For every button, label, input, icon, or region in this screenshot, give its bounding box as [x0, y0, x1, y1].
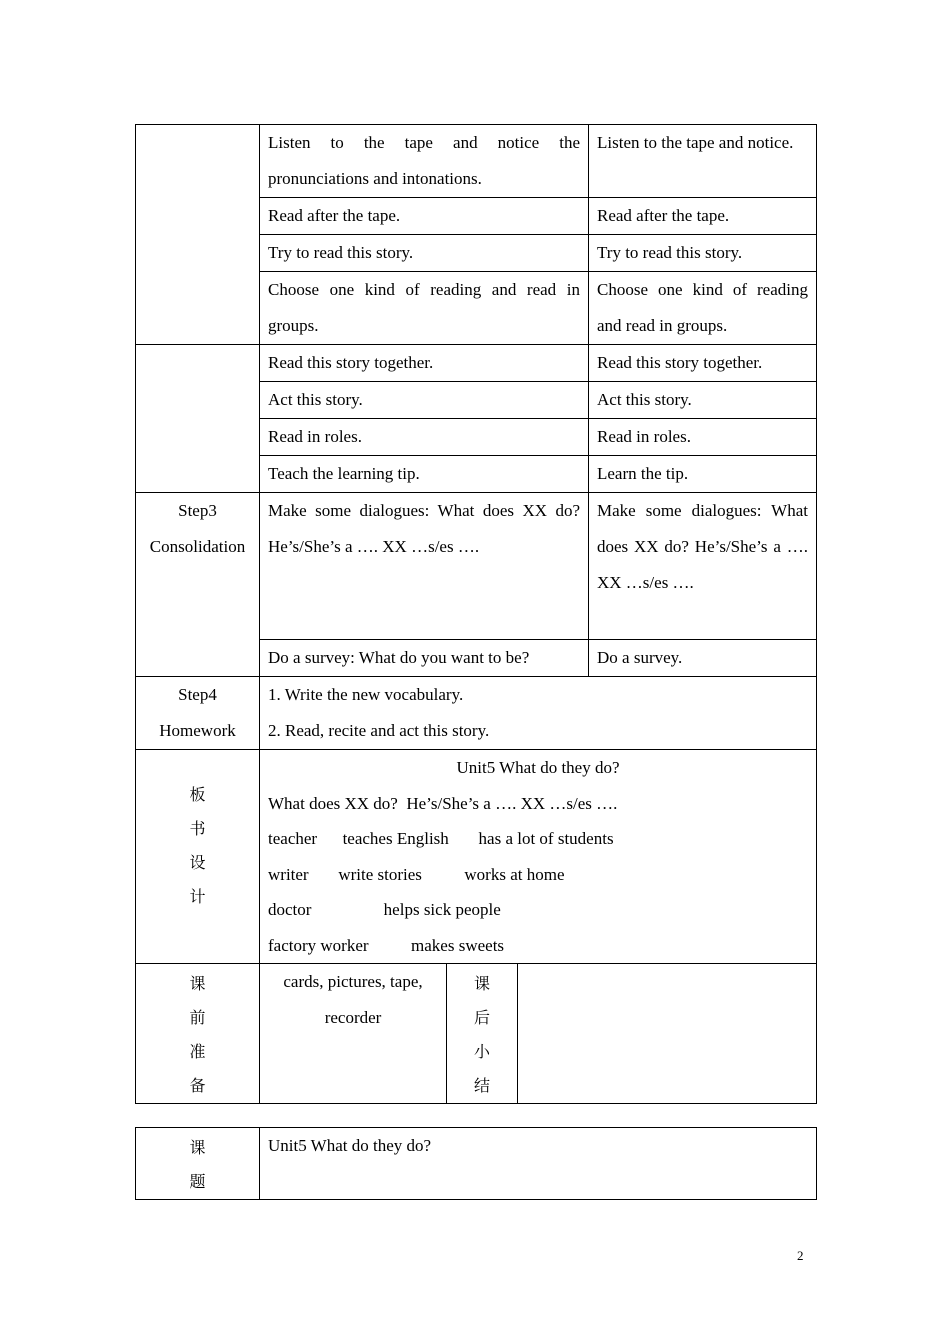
table-row — [136, 964, 817, 1104]
teacher-activity: Teach the learning tip. — [260, 456, 589, 493]
student-activity: Learn the tip. — [589, 456, 817, 493]
topic-value: Unit5 What do they do? — [260, 1128, 817, 1200]
page-number: 2 — [797, 1248, 804, 1263]
teacher-activity: Do a survey: What do you want to be? — [260, 640, 589, 677]
label-char: 结 — [473, 1076, 490, 1095]
student-activity: Read after the tape. — [589, 198, 817, 235]
step-title: Consolidation — [149, 536, 246, 556]
summary-label — [447, 964, 518, 1104]
teacher-activity: Try to read this story. — [260, 235, 589, 272]
topic-label — [136, 1128, 260, 1200]
table-row — [136, 750, 817, 964]
step-number: Step4 — [178, 685, 217, 704]
student-activity: Do a survey. — [589, 640, 817, 677]
label-char: 计 — [189, 887, 206, 906]
teacher-activity: Make some dialogues: What does XX do? He’s/She’s a …. XX …s/es …. — [260, 493, 589, 640]
student-activity: Choose one kind of reading and read in groups. — [589, 272, 817, 345]
student-activity: Read this story together. — [589, 345, 817, 382]
board-line: doctor helps sick people — [268, 900, 501, 919]
label-char: 书 — [189, 819, 206, 838]
teacher-activity: Listen to the tape and notice the pronunciations and intonations. — [260, 125, 589, 198]
label-char: 小 — [473, 1042, 490, 1061]
label-char: 课 — [473, 974, 490, 993]
table-row — [136, 345, 817, 382]
step-number: Step3 — [178, 501, 217, 520]
step-title: Homework — [159, 720, 236, 740]
homework-item: 2. Read, recite and act this story. — [268, 720, 490, 740]
preparation-label — [136, 964, 260, 1104]
label-char: 准 — [189, 1042, 206, 1061]
label-char: 课 — [189, 974, 206, 993]
label-char: 设 — [189, 853, 206, 872]
step-label-empty — [136, 125, 260, 345]
table-row — [136, 125, 817, 198]
board-title: Unit5 What do they do? — [456, 758, 620, 777]
table-row — [136, 677, 817, 750]
teacher-activity: Choose one kind of reading and read in groups. — [260, 272, 589, 345]
teacher-activity: Read this story together. — [260, 345, 589, 382]
student-activity: Try to read this story. — [589, 235, 817, 272]
student-activity: Act this story. — [589, 382, 817, 419]
lesson-plan-table — [135, 124, 817, 1104]
homework-item: 1. Write the new vocabulary. — [268, 685, 464, 704]
teacher-activity: Read after the tape. — [260, 198, 589, 235]
topic-table — [135, 1127, 817, 1200]
preparation-content: cards, pictures, tape, recorder — [260, 964, 447, 1104]
board-line: factory worker makes sweets — [268, 935, 505, 955]
label-char: 前 — [189, 1008, 206, 1027]
step3-label — [136, 493, 260, 677]
board-pattern: What does XX do? He’s/She’s a …. XX …s/es …. — [268, 793, 618, 813]
board-line: teacher teaches English has a lot of students — [268, 829, 614, 848]
teacher-activity: Act this story. — [260, 382, 589, 419]
table-row — [136, 1128, 817, 1200]
homework-content — [260, 677, 817, 750]
board-line: writer write stories works at home — [268, 864, 565, 884]
student-activity: Make some dialogues: What does XX do? He’s/She’s a …. XX …s/es …. — [589, 493, 817, 640]
label-char: 备 — [189, 1076, 206, 1095]
summary-content — [518, 964, 817, 1104]
board-design-content — [260, 750, 817, 964]
table-row — [136, 493, 817, 640]
teacher-activity: Read in roles. — [260, 419, 589, 456]
label-char: 题 — [189, 1172, 206, 1191]
student-activity: Listen to the tape and notice. — [589, 125, 817, 198]
label-char: 板 — [189, 785, 206, 804]
board-design-label — [136, 750, 260, 964]
label-char: 课 — [189, 1138, 206, 1157]
step4-label — [136, 677, 260, 750]
step-label-empty — [136, 345, 260, 493]
label-char: 后 — [473, 1008, 490, 1027]
student-activity: Read in roles. — [589, 419, 817, 456]
